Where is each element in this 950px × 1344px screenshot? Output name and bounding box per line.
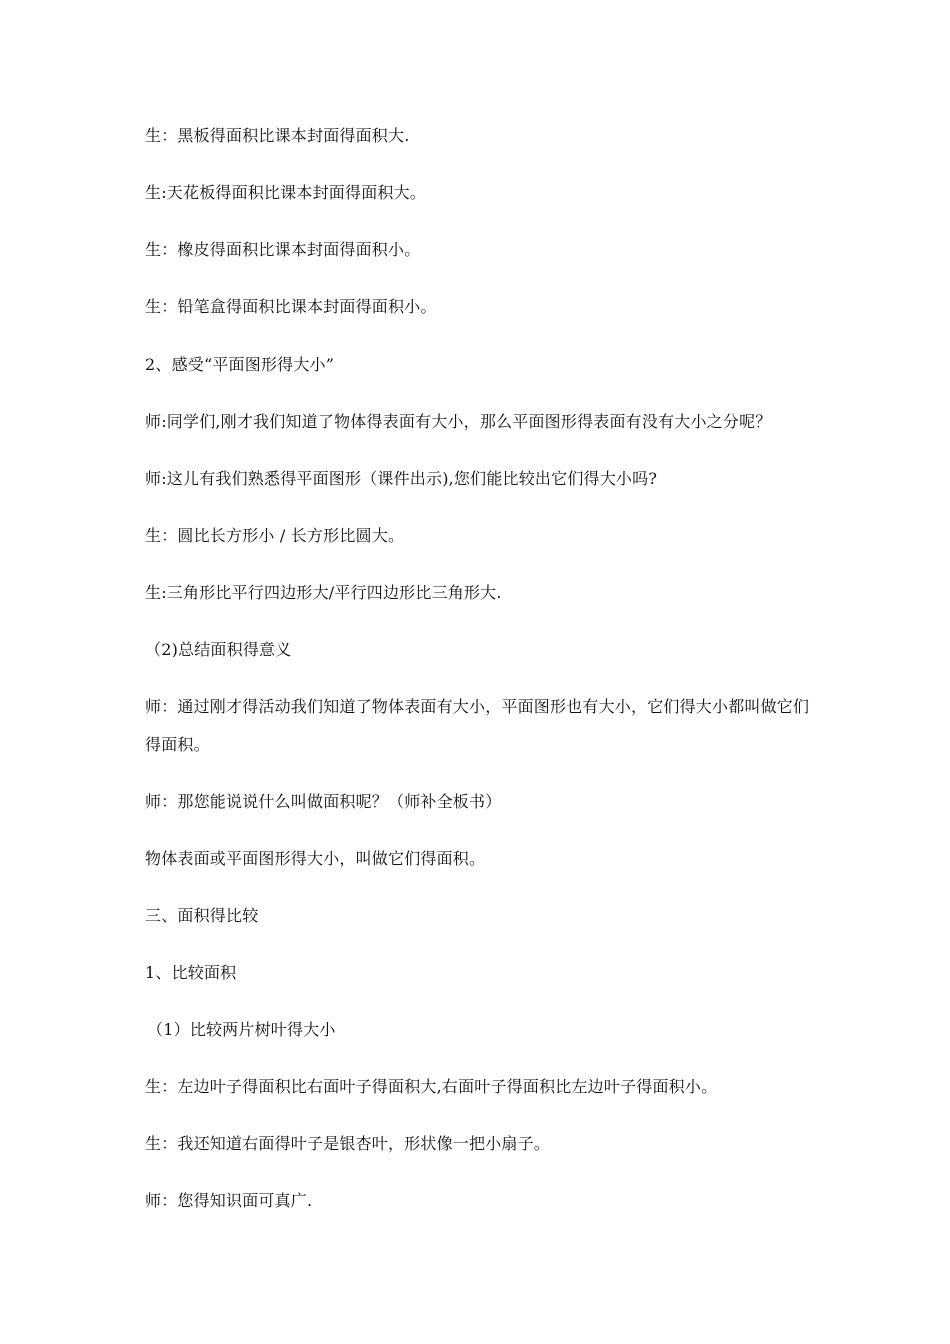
paragraph-2: 生:天花板得面积比课本封面得面积大。 [145,183,426,202]
definition-text: 物体表面或平面图形得大小，叫做它们得面积。 [145,849,486,868]
paragraph-5: 师:同学们,刚才我们知道了物体得表面有大小，那么平面图形得表面有没有大小之分呢？ [145,412,772,431]
subheading-meaning: （2)总结面积得意义 [145,640,292,659]
section-heading-2: 2、感受“平面图形得大小” [145,355,335,374]
subsection-heading-1: 1、比较面积 [145,963,237,982]
paragraph-9: 师：通过刚才得活动我们知道了物体表面有大小，平面图形也有大小，它们得大小都叫做它们得面积。 [145,697,810,754]
paragraph-12: 生：我还知道右面得叶子是银杏叶，形状像一把小扇子。 [145,1134,551,1153]
paragraph-11: 生：左边叶子得面积比右面叶子得面积大,右面叶子得面积比左边叶子得面积小。 [145,1077,718,1096]
paragraph-8: 生:三角形比平行四边形大/平行四边形比三角形大. [145,583,502,602]
paragraph-6: 师:这儿有我们熟悉得平面图形（课件出示),您们能比较出它们得大小吗? [145,469,658,488]
paragraph-4: 生：铅笔盒得面积比课本封面得面积小。 [145,297,437,316]
paragraph-1: 生：黑板得面积比课本封面得面积大. [145,126,410,145]
section-heading-3: 三、面积得比较 [145,906,259,925]
paragraph-10: 师：那您能说说什么叫做面积呢？（师补全板书） [145,792,502,811]
paragraph-3: 生：橡皮得面积比课本封面得面积小。 [145,240,421,259]
paragraph-7: 生：圆比长方形小 / 长方形比圆大。 [145,526,405,545]
subsection-item-1: （1）比较两片树叶得大小 [147,1020,336,1039]
paragraph-13: 师：您得知识面可真广. [145,1191,313,1210]
